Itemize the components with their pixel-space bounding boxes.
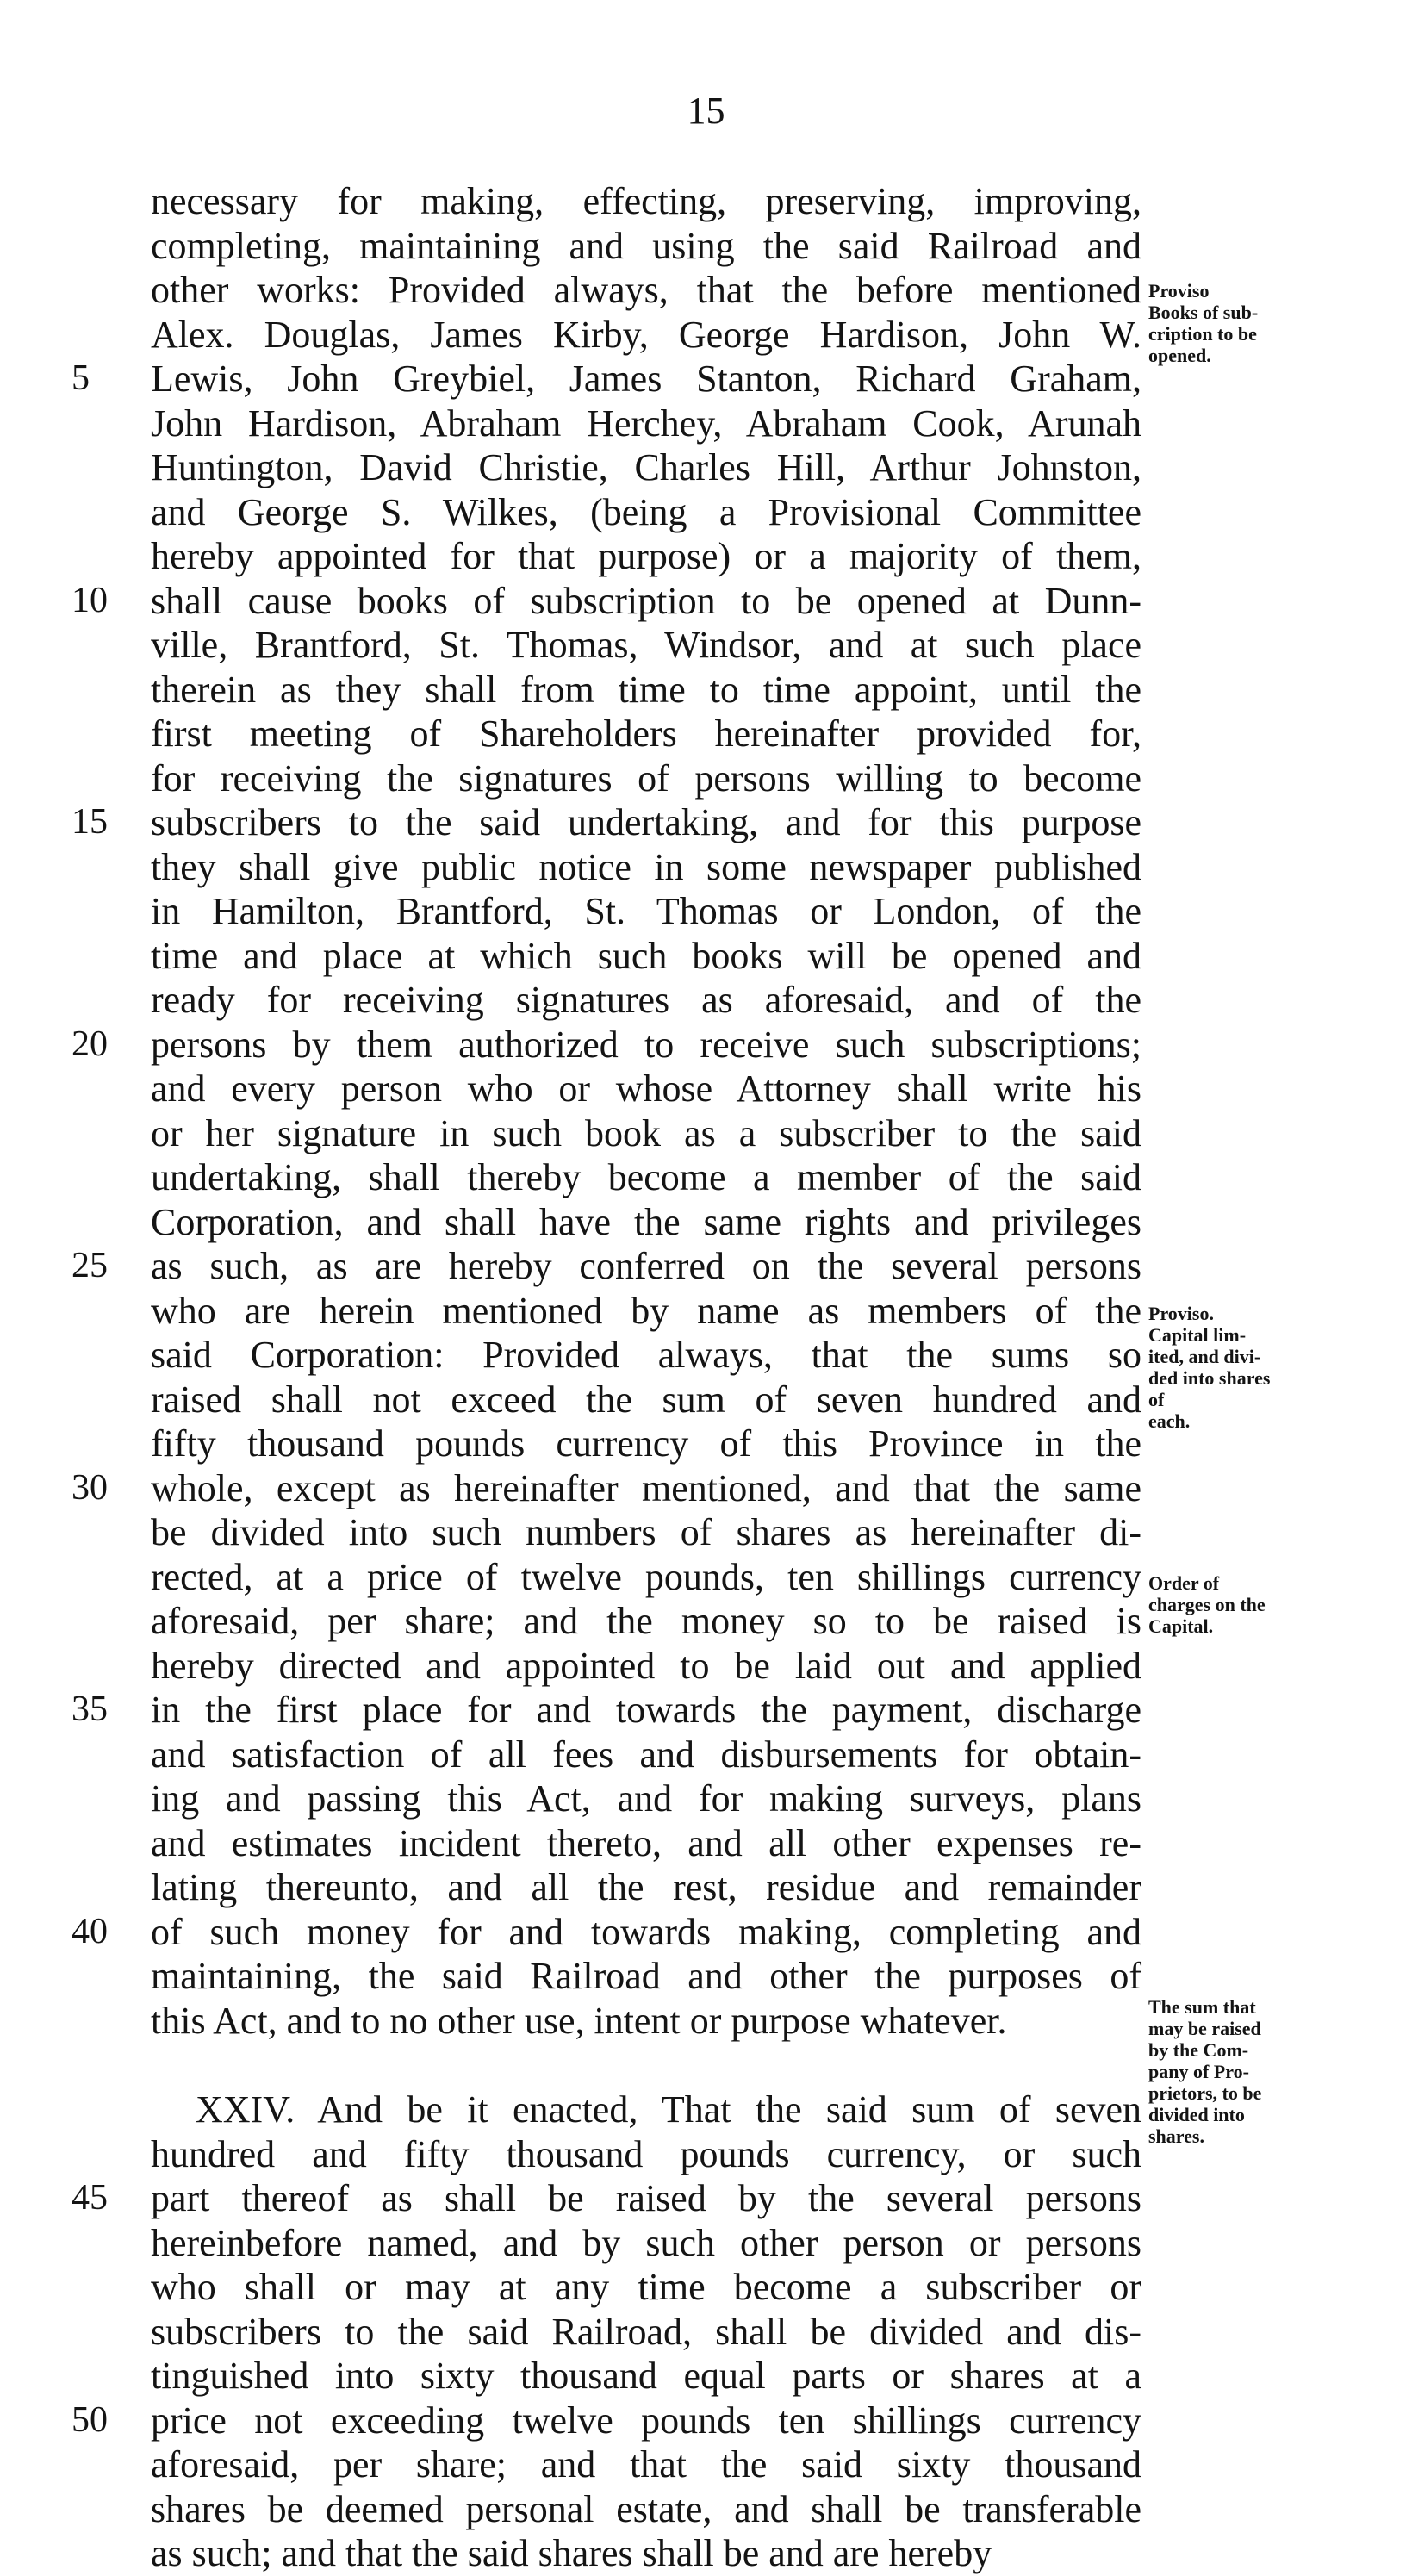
margin-note-line: Order of xyxy=(1148,1572,1220,1594)
text-line xyxy=(151,756,1141,801)
margin-note-line: ded into shares xyxy=(1148,1367,1271,1389)
text-line xyxy=(151,668,1141,712)
margin-note-line: each. xyxy=(1148,1410,1191,1432)
text-line xyxy=(72,1023,1141,1067)
line-text: hereby directed and appointed to be laid out and applied xyxy=(151,1644,1141,1687)
text-line xyxy=(151,445,1141,490)
line-text: necessary for making, effecting, preserving, improving, xyxy=(151,180,1141,222)
line-text: who are herein mentioned by name as members of the xyxy=(151,1289,1141,1332)
margin-note-line: may be raised xyxy=(1148,2018,1261,2039)
text-line xyxy=(151,2132,1141,2177)
line-text: said Corporation: Provided always, that the sums so xyxy=(151,1334,1141,1376)
margin-note-line: by the Com- xyxy=(1148,2039,1249,2061)
text-line xyxy=(151,623,1141,668)
margin-note xyxy=(1148,1572,1329,1637)
margin-note-line: The sum that xyxy=(1148,1996,1256,2018)
text-line xyxy=(151,712,1141,756)
text-line xyxy=(151,1333,1141,1378)
text-line xyxy=(72,1910,1141,1955)
line-text: Huntington, David Christie, Charles Hill, Arthur Johnston, xyxy=(151,446,1141,488)
text-line xyxy=(72,800,1141,845)
margin-note-line: of xyxy=(1148,1389,1165,1410)
text-line xyxy=(151,1510,1141,1555)
text-line xyxy=(151,934,1141,979)
line-text: and satisfaction of all fees and disbursements for obtain- xyxy=(151,1733,1141,1776)
line-text: Lewis, John Greybiel, James Stanton, Richard Graham, xyxy=(151,358,1141,400)
line-text: subscribers to the said undertaking, and for this purpose xyxy=(151,801,1141,843)
line-text: ing and passing this Act, and for making surveys, plans xyxy=(151,1777,1141,1820)
margin-note-line: divided into xyxy=(1148,2104,1245,2125)
line-text: who shall or may at any time become a subscriber or xyxy=(151,2266,1141,2308)
margin-note-line: ited, and divi- xyxy=(1148,1346,1261,1367)
text-line xyxy=(151,845,1141,890)
line-text: for receiving the signatures of persons willing to become xyxy=(151,756,1141,800)
text-line xyxy=(151,1599,1141,1644)
text-line xyxy=(151,1865,1141,1910)
text-line xyxy=(151,268,1141,313)
line-number: 10 xyxy=(72,580,108,620)
margin-note-line: prietors, to be xyxy=(1148,2082,1262,2104)
line-text: completing, maintaining and using the said Railroad and xyxy=(151,224,1141,267)
text-line xyxy=(72,1466,1141,1511)
line-text: aforesaid, per share; and that the said sixty thousand xyxy=(151,2443,1141,2486)
line-text: rected, at a price of twelve pounds, ten shillings currency xyxy=(151,1555,1141,1598)
line-text: hereby appointed for that purpose) or a majority of them, xyxy=(151,535,1141,577)
line-text: shall cause books of subscription to be opened at Dunn- xyxy=(151,579,1141,622)
line-text: time and place at which such books will be opened and xyxy=(151,934,1141,977)
text-line xyxy=(151,490,1141,535)
text-line xyxy=(151,1999,1141,2044)
line-text: Corporation, and shall have the same rights and privileges xyxy=(151,1200,1141,1243)
margin-note-line: Capital. xyxy=(1148,1615,1214,1637)
text-line xyxy=(151,1378,1141,1422)
line-number: 45 xyxy=(72,2178,108,2218)
margin-note-line: Proviso xyxy=(1148,280,1210,302)
text-line xyxy=(72,2176,1141,2221)
line-text: and George S. Wilkes, (being a Provisional Committee xyxy=(151,490,1141,533)
margin-note-line: opened. xyxy=(1148,345,1211,366)
line-text: and every person who or whose Attorney shall write his xyxy=(151,1067,1141,1110)
line-text: undertaking, shall thereby become a member of the said xyxy=(151,1156,1141,1198)
text-line xyxy=(151,313,1141,358)
line-text: as such; and that the said shares shall be and are hereby xyxy=(151,2532,992,2574)
text-line xyxy=(151,2310,1141,2355)
text-line xyxy=(151,1644,1141,1689)
line-text: they shall give public notice in some newspaper published xyxy=(151,845,1141,888)
text-line xyxy=(151,1067,1141,1111)
line-text: and estimates incident thereto, and all other expenses re- xyxy=(151,1821,1141,1864)
text-line xyxy=(151,1155,1141,1200)
line-text: hundred and fifty thousand pounds currency, or such xyxy=(151,2132,1141,2175)
line-text: shares be deemed personal estate, and shall be transferable xyxy=(151,2487,1141,2530)
line-text: part thereof as shall be raised by the several persons xyxy=(151,2177,1141,2219)
line-number: 25 xyxy=(72,1246,108,1285)
line-text: maintaining, the said Railroad and other the purposes of xyxy=(151,1955,1141,1997)
text-line xyxy=(151,978,1141,1023)
text-line xyxy=(72,579,1141,624)
line-number: 40 xyxy=(72,1911,108,1951)
line-text: be divided into such numbers of shares as hereinafter di- xyxy=(151,1511,1141,1553)
line-number: 35 xyxy=(72,1689,108,1729)
text-line xyxy=(72,357,1141,401)
line-text: Alex. Douglas, James Kirby, George Hardison, John W. xyxy=(151,313,1141,356)
line-text: first meeting of Shareholders hereinafter provided for, xyxy=(151,712,1141,755)
text-line xyxy=(151,2354,1141,2399)
text-line xyxy=(151,1200,1141,1245)
text-line xyxy=(151,2487,1141,2532)
line-text: other works: Provided always, that the before mentioned xyxy=(151,269,1141,311)
text-line xyxy=(151,2442,1141,2487)
line-text: raised shall not exceed the sum of seven hundred and xyxy=(151,1378,1141,1421)
line-text: ready for receiving signatures as aforesaid, and of the xyxy=(151,979,1141,1021)
body-text xyxy=(72,179,1141,2576)
text-line xyxy=(151,534,1141,579)
line-text: of such money for and towards making, completing and xyxy=(151,1910,1141,1953)
text-line xyxy=(151,2088,1141,2132)
margin-note-line: pany of Pro- xyxy=(1148,2061,1249,2082)
text-line xyxy=(151,401,1141,446)
text-line xyxy=(151,2221,1141,2266)
line-text: ville, Brantford, St. Thomas, Windsor, and at such place xyxy=(151,624,1141,666)
text-line xyxy=(151,1111,1141,1156)
text-line xyxy=(151,224,1141,269)
margin-note xyxy=(1148,1996,1329,2147)
text-line xyxy=(151,1776,1141,1821)
line-number: 30 xyxy=(72,1467,108,1508)
text-line xyxy=(72,1244,1141,1289)
line-number: 15 xyxy=(72,802,108,842)
line-text: whole, except as hereinafter mentioned, and that the same xyxy=(151,1466,1141,1509)
line-text: price not exceeding twelve pounds ten shillings currency xyxy=(151,2399,1141,2442)
line-text: in Hamilton, Brantford, St. Thomas or London, of the xyxy=(151,890,1141,932)
text-line xyxy=(151,2265,1141,2310)
line-text: as such, as are hereby conferred on the several persons xyxy=(151,1245,1141,1287)
text-line xyxy=(151,1954,1141,1999)
margin-note-line: shares. xyxy=(1148,2125,1204,2147)
text-line xyxy=(151,2531,1141,2576)
line-text: fifty thousand pounds currency of this Province in the xyxy=(151,1422,1141,1465)
text-line xyxy=(72,2399,1141,2443)
line-number: 50 xyxy=(72,2399,108,2440)
line-text: tinguished into sixty thousand equal parts or shares at a xyxy=(151,2355,1141,2397)
line-text: in the first place for and towards the payment, discharge xyxy=(151,1689,1141,1731)
line-text: persons by them authorized to receive such subscriptions; xyxy=(151,1023,1141,1066)
margin-note xyxy=(1148,1303,1329,1432)
text-line xyxy=(151,1422,1141,1466)
line-number: 20 xyxy=(72,1024,108,1064)
margin-note-line: charges on the xyxy=(1148,1594,1266,1615)
margin-note xyxy=(1148,280,1329,366)
margin-note-line: Proviso. xyxy=(1148,1303,1214,1324)
margin-note-line: Books of sub- xyxy=(1148,302,1259,323)
line-text: XXIV. And be it enacted, That the said sum of seven xyxy=(196,2088,1141,2131)
line-number: 5 xyxy=(72,358,90,398)
line-text: or her signature in such book as a subscriber to the said xyxy=(151,1111,1141,1154)
line-text: John Hardison, Abraham Herchey, Abraham Cook, Arunah xyxy=(151,401,1141,445)
line-text: lating thereunto, and all the rest, residue and remainder xyxy=(151,1866,1141,1908)
line-text: therein as they shall from time to time appoint, until the xyxy=(151,668,1141,711)
text-line xyxy=(151,179,1141,224)
text-line xyxy=(151,889,1141,934)
line-text: hereinbefore named, and by such other person or persons xyxy=(151,2221,1141,2264)
line-text: subscribers to the said Railroad, shall be divided and dis- xyxy=(151,2310,1141,2353)
line-text: this Act, and to no other use, intent or purpose whatever. xyxy=(151,1999,1007,2042)
line-text: aforesaid, per share; and the money so to be raised is xyxy=(151,1600,1141,1642)
margin-note-line: Capital lim- xyxy=(1148,1324,1247,1346)
text-line xyxy=(151,1555,1141,1600)
text-line xyxy=(151,1733,1141,1777)
text-line xyxy=(151,1821,1141,1866)
text-line xyxy=(72,1688,1141,1733)
page-number: 15 xyxy=(687,90,725,132)
text-line xyxy=(151,1289,1141,1334)
margin-note-line: cription to be xyxy=(1148,323,1257,345)
